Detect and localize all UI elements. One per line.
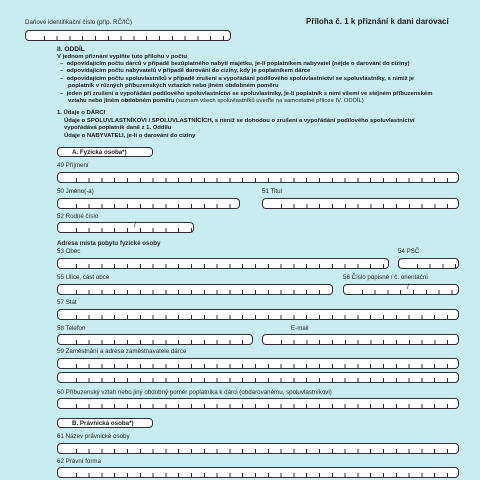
label-prijmeni: 49 Příjmení <box>57 162 89 169</box>
email-input[interactable] <box>262 334 459 345</box>
stat-input[interactable] <box>57 309 459 320</box>
point1-block: 1. Údaje o DÁRCI Údaje o SPOLUVLASTNÍKOVI / SPOLUVLASTNÍCÍCH, s nimiž se dohodou o zrušení a vypořádání podílového spoluvlastnictví vypořádává poplatník daně z 1. Oddílu Údaje o NABYVATELI, je-li o darování do ciziny <box>57 110 415 139</box>
label-psc: 54 PSČ <box>398 248 420 255</box>
section-heading: II. ODDÍL <box>57 46 85 53</box>
label-stat: 57 Stát <box>57 299 77 306</box>
cislo-popisne-input[interactable] <box>343 284 459 295</box>
cislo-popisne-separator: / <box>407 284 409 291</box>
label-obec: 53 Obec <box>57 248 81 255</box>
pribuzensky-vztah-input[interactable] <box>57 398 459 409</box>
titul-input[interactable] <box>262 198 459 209</box>
dic-input[interactable] <box>25 30 231 41</box>
zamestnani-input-1[interactable] <box>57 358 459 369</box>
label-nazev-pravnicke-osoby: 61 Název právnické osoby <box>57 433 130 440</box>
tab-pravnicka-osoba[interactable]: B. Právnická osoba*) <box>57 418 153 428</box>
rodne-cislo-input[interactable] <box>57 222 194 233</box>
page-title: Příloha č. 1 k přiznání k dani darovací <box>306 17 449 26</box>
nazev-pravnicke-osoby-input[interactable] <box>57 443 459 454</box>
label-zamestnani: 59 Zaměstnání a adresa zaměstnavatele dárce <box>57 348 187 355</box>
label-cislo-popisne: 56 Číslo popisné / č. orientační <box>343 274 428 281</box>
psc-input[interactable] <box>398 258 459 269</box>
zamestnani-input-2[interactable] <box>57 372 459 383</box>
label-email: E-mail <box>291 325 309 332</box>
section-intro: V jednom přiznání vyplňte tuto přílohu v počtu <box>57 54 187 60</box>
pravni-forma-input[interactable] <box>57 467 459 478</box>
jmeno-input[interactable] <box>57 198 240 209</box>
obec-input[interactable] <box>57 258 389 269</box>
bullet-list: – odpovídajícím počtu dárců v případě bezúplatného nabytí majetku, je-li poplatníkem nabyvatel (nejde o darování do ciziny) – odpovídajícím počtu nabyvatelů v případě darování do ciziny, kdy je poplatníkem dárce – odpovídajícím počtu spoluvlastníků v případě zrušení a vypořádání podílového spoluvlastnictví se spoluvlastníky, s nimiž je poplatník v různých příbuzenských vztazích nebo jiném obdobném poměru – jeden při zrušení a vypořádání podílového spoluvlastnictví se spoluvlastníky, je-li poplatník s nimi všemi ve stejném příbuzenském vztahu nebo jiném obdobném poměru (seznam všech spoluvlastníků uveďte na samostatné příloze IV. ODDÍL) <box>60 61 433 105</box>
ulice-input[interactable] <box>57 284 333 295</box>
label-rodne-cislo: 52 Rodné číslo <box>57 213 99 220</box>
label-pravni-forma: 62 Právní forma <box>57 458 102 465</box>
label-telefon: 58 Telefon <box>57 325 86 332</box>
label-pribuzensky-vztah: 60 Příbuzenský vztah nebo jiný obdobný poměr poplatníka k dárci (obdarovanému, spoluvlastníkovi) <box>57 389 332 396</box>
label-jmeno: 50 Jméno(-a) <box>57 188 94 195</box>
label-titul: 51 Titul <box>262 188 282 195</box>
address-heading: Adresa místa pobytu fyzické osoby <box>57 240 161 247</box>
label-ulice: 55 Ulice, část obce <box>57 274 110 281</box>
tab-fyzicka-osoba[interactable]: A. Fyzická osoba*) <box>57 147 153 157</box>
rodne-cislo-separator: / <box>134 222 136 229</box>
telefon-input[interactable] <box>57 334 253 345</box>
dic-label: Daňové identifikační číslo (příp. RČ/IČ) <box>25 19 132 26</box>
prijmeni-input[interactable] <box>57 172 459 183</box>
